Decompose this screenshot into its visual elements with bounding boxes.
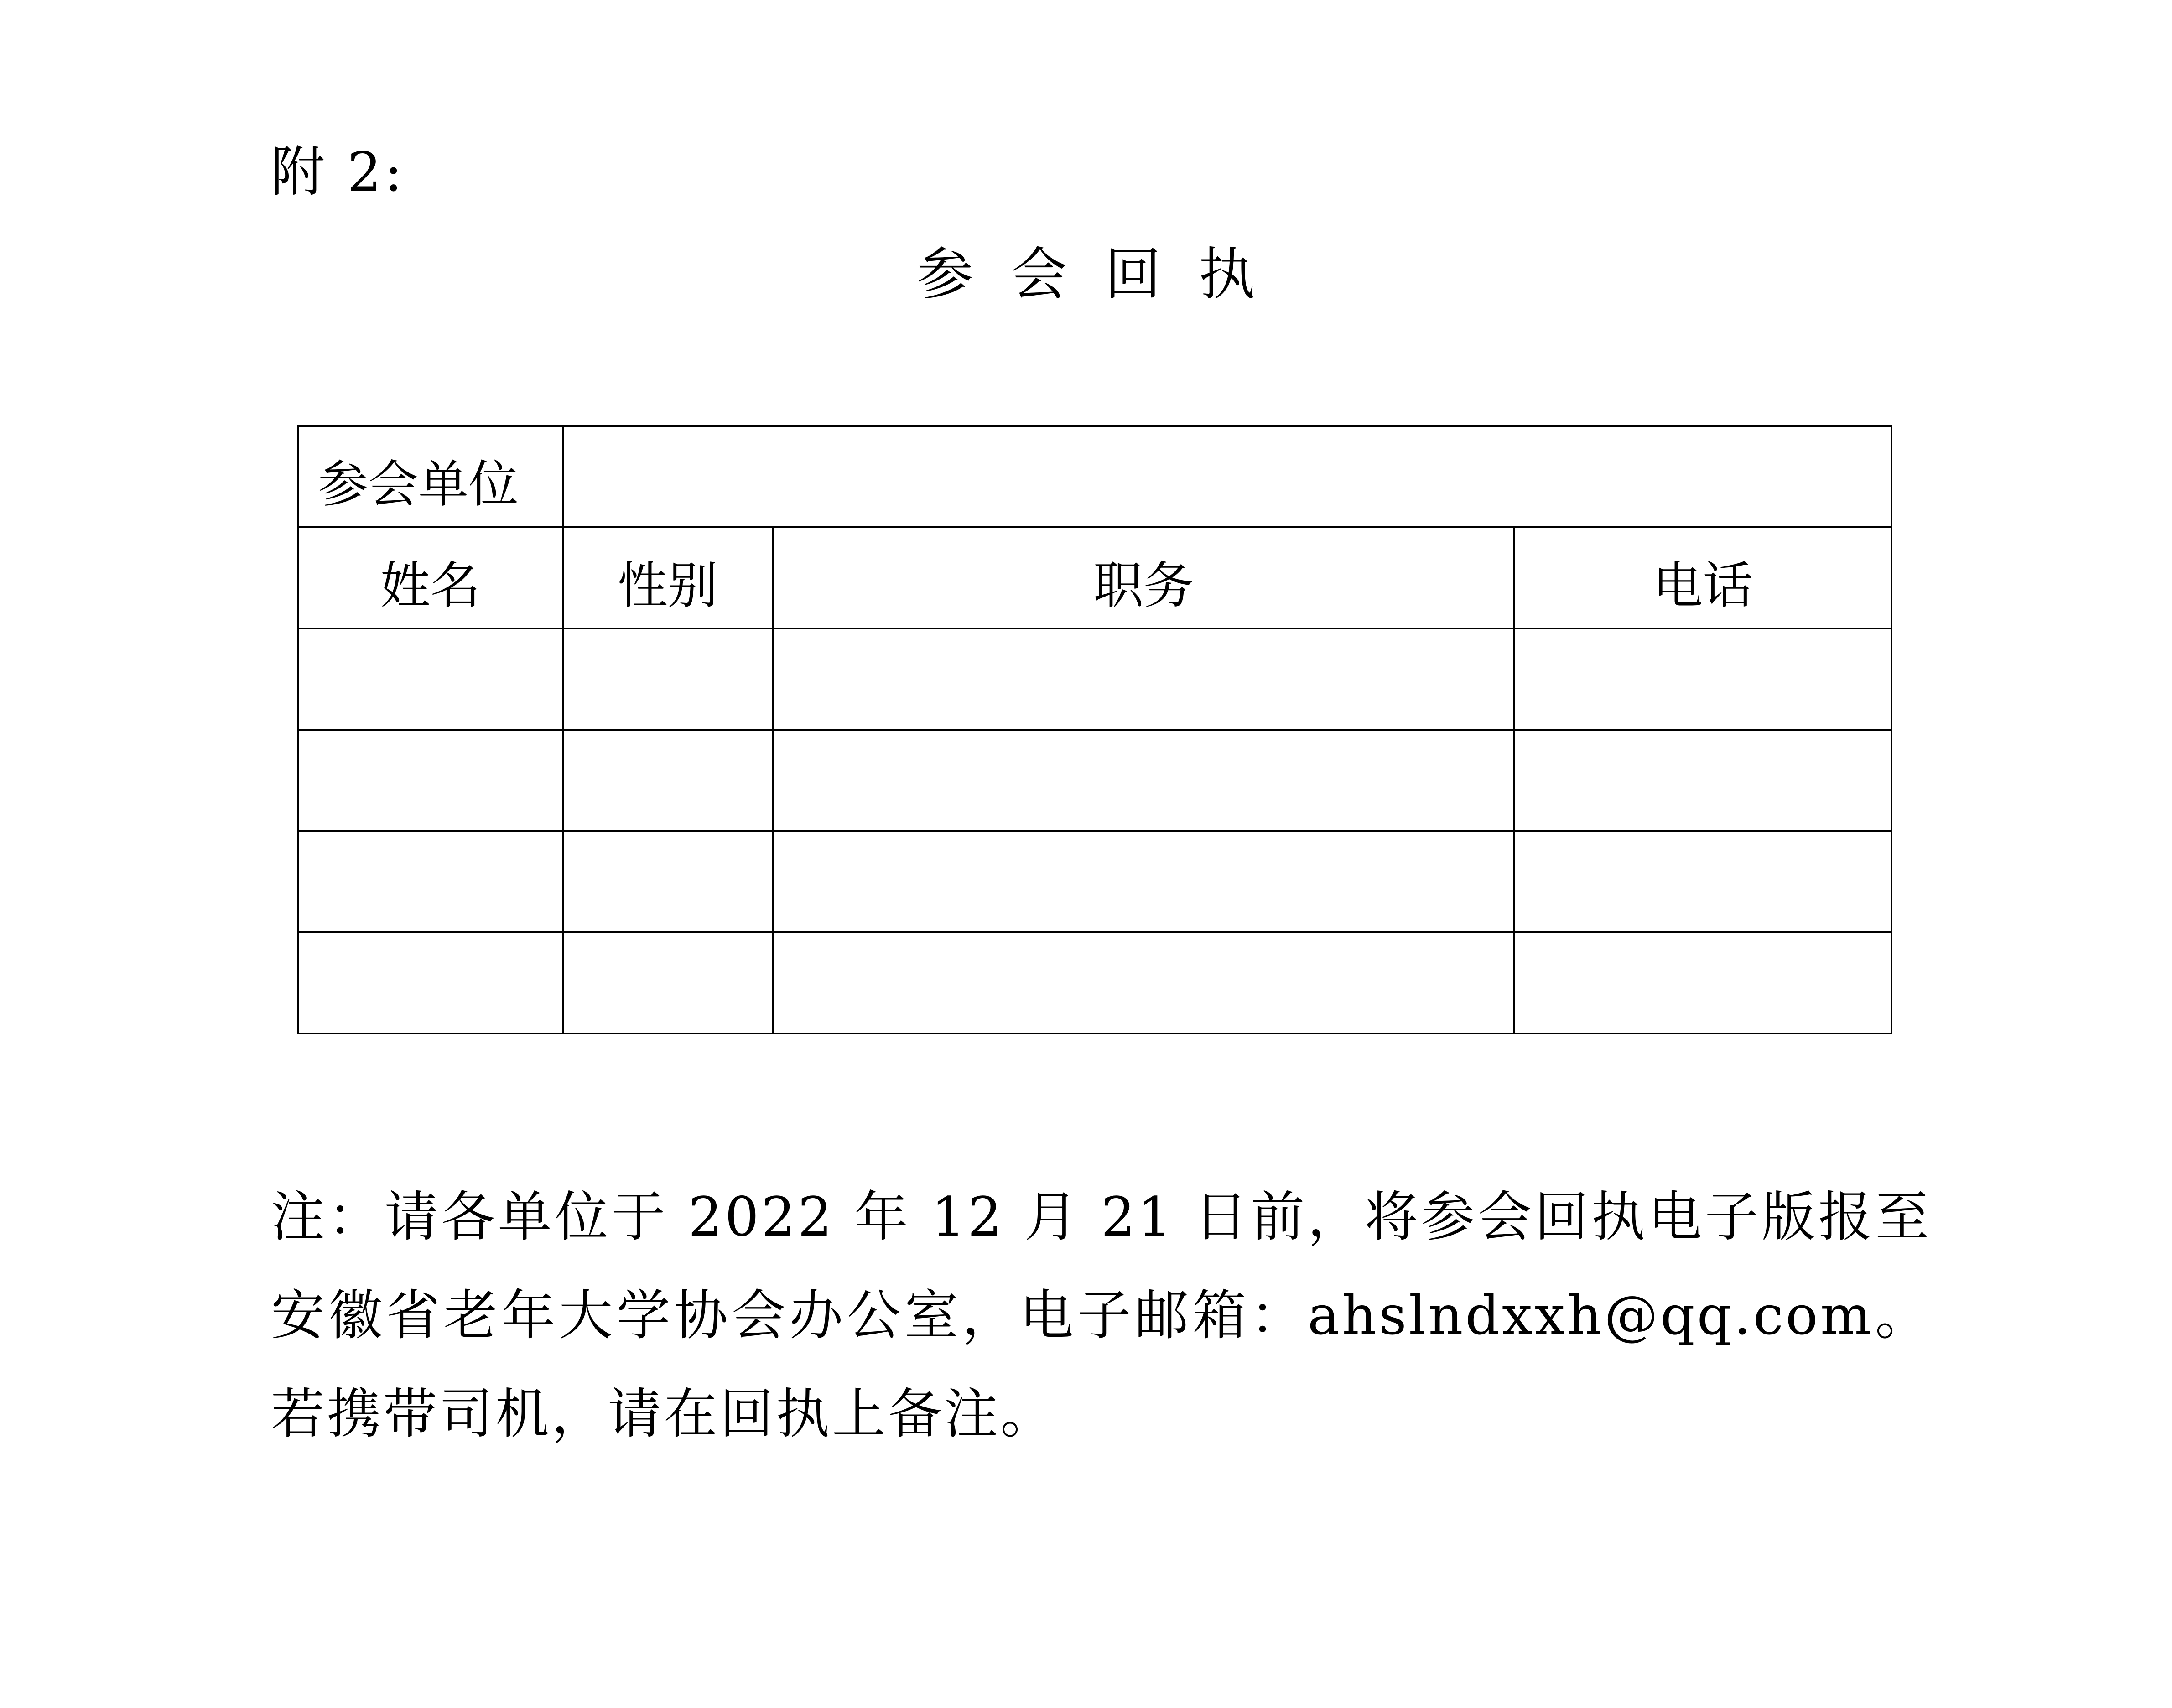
header-name: 姓名	[298, 527, 563, 628]
cell-phone[interactable]	[1514, 831, 1891, 932]
cell-gender[interactable]	[563, 628, 773, 730]
table-row	[298, 831, 1891, 932]
cell-name[interactable]	[298, 932, 563, 1033]
receipt-table	[297, 425, 1892, 1034]
cell-position[interactable]	[773, 730, 1514, 831]
table-row	[298, 628, 1891, 730]
unit-row	[298, 426, 1891, 527]
cell-name[interactable]	[298, 831, 563, 932]
header-position: 职务	[773, 527, 1514, 628]
attachment-label: 附 2:	[271, 140, 405, 203]
header-phone: 电话	[1514, 527, 1891, 628]
form-title: 参会回执	[916, 242, 1293, 307]
cell-gender[interactable]	[563, 831, 773, 932]
cell-name[interactable]	[298, 628, 563, 730]
unit-value-cell[interactable]	[563, 426, 1891, 527]
cell-gender[interactable]	[563, 730, 773, 831]
cell-phone[interactable]	[1514, 730, 1891, 831]
header-gender: 性别	[563, 527, 773, 628]
table-row	[298, 730, 1891, 831]
note-paragraph: 注：请各单位于 2022 年 12 月 21 日前，将参会回执电子版报至安徽省老年大学协会办公室，电子邮箱：ahslndxxh@qq.com。若携带司机，请在回执上备注。	[271, 1185, 1931, 1445]
cell-position[interactable]	[773, 831, 1514, 932]
table-row	[298, 932, 1891, 1033]
cell-position[interactable]	[773, 628, 1514, 730]
cell-phone[interactable]	[1514, 628, 1891, 730]
cell-phone[interactable]	[1514, 932, 1891, 1033]
cell-name[interactable]	[298, 730, 563, 831]
unit-label-cell: 参会单位	[298, 426, 563, 527]
cell-position[interactable]	[773, 932, 1514, 1033]
cell-gender[interactable]	[563, 932, 773, 1033]
header-row	[298, 527, 1891, 628]
